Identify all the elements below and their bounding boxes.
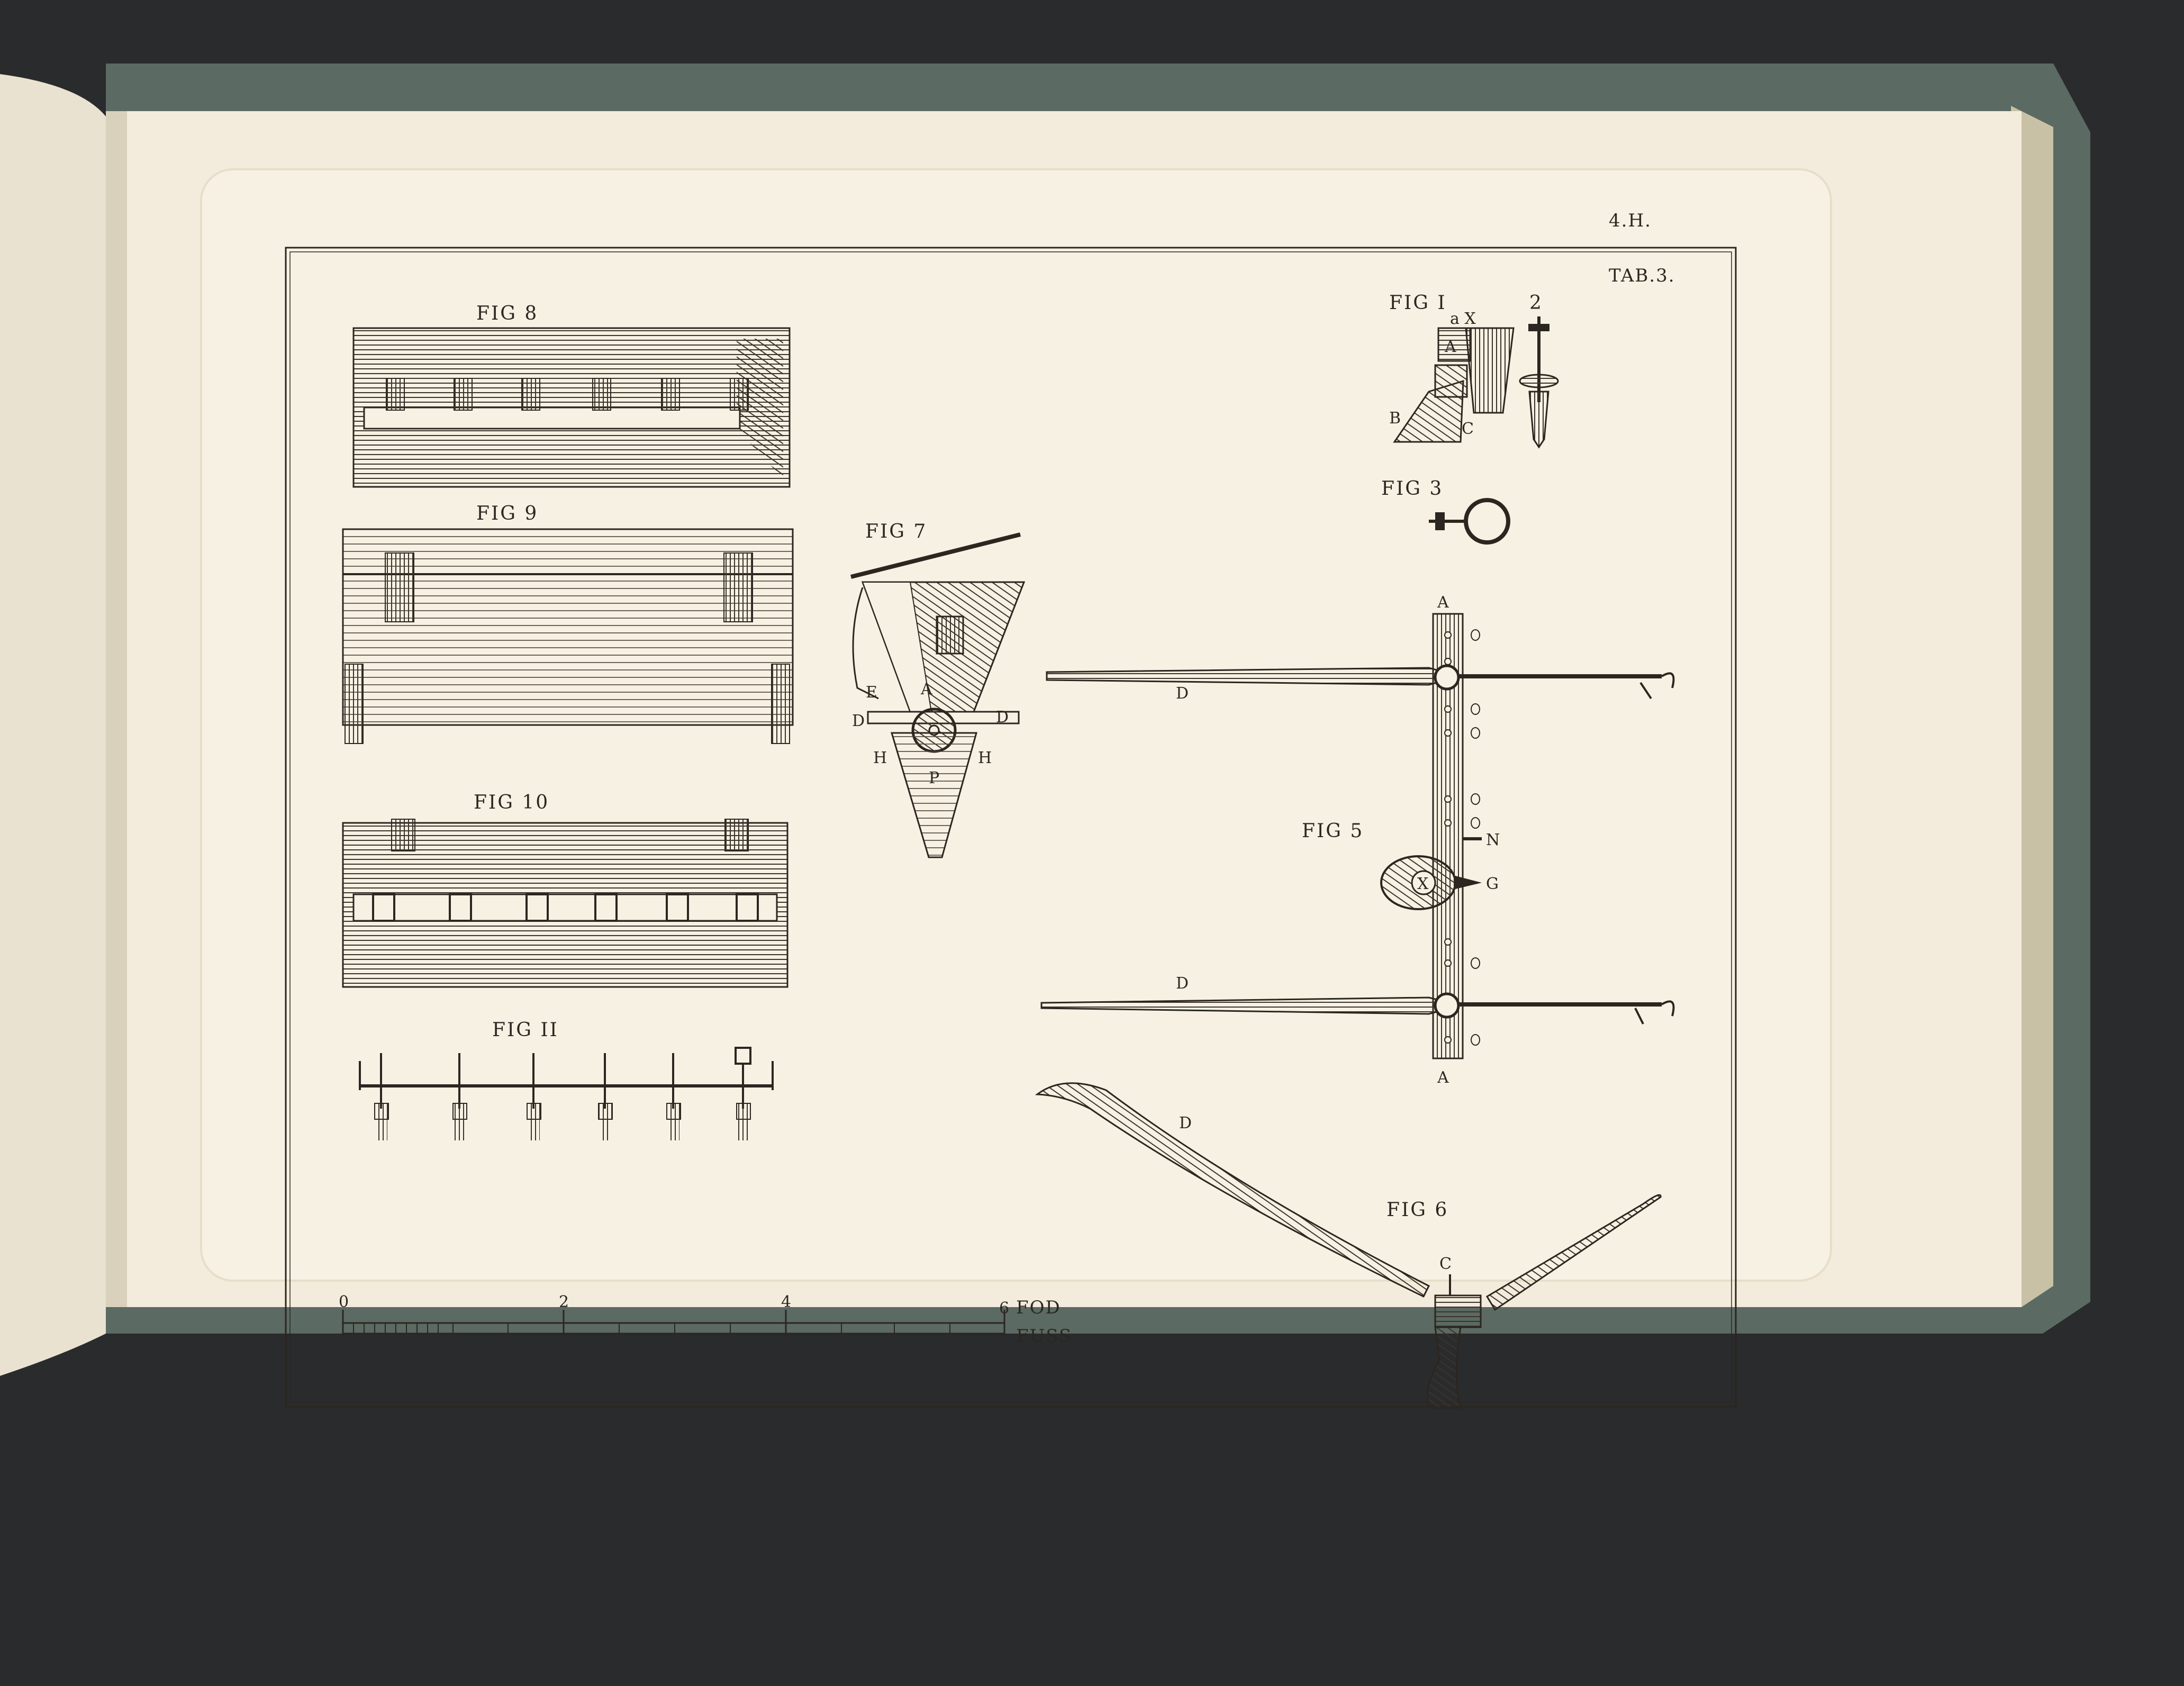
volume-mark: 4.H. xyxy=(1609,210,1652,231)
fig8-block xyxy=(593,378,611,410)
fig5-letter: D xyxy=(1176,684,1189,703)
fig7-letter: H xyxy=(978,749,992,767)
fig5-pivot-bottom xyxy=(1435,994,1458,1017)
figure-9 xyxy=(343,503,793,744)
fig2-collar xyxy=(1528,324,1549,331)
fig7-letter: A xyxy=(921,680,932,699)
fig10-hinge xyxy=(392,819,415,851)
fig10-cell xyxy=(737,894,758,921)
fig3-ring xyxy=(1466,500,1508,542)
scale-unit-danish: FOD xyxy=(1016,1297,1061,1318)
fig8-block xyxy=(661,378,679,410)
fig9-leg xyxy=(345,664,363,744)
fig9-hinge xyxy=(724,553,753,622)
fig7-label: FIG 7 xyxy=(865,521,928,542)
fig5-letter: N xyxy=(1486,831,1500,849)
fig9-label: FIG 9 xyxy=(476,503,539,524)
fig3-label: FIG 3 xyxy=(1381,478,1444,500)
fig9-leg xyxy=(772,664,790,744)
scale-tick-label: 0 xyxy=(339,1293,349,1311)
fig3-knob xyxy=(1435,512,1445,530)
fig6-label: FIG 6 xyxy=(1386,1199,1449,1221)
fig10-label: FIG 10 xyxy=(474,792,550,813)
fig10-cell xyxy=(373,894,394,921)
fig6-letter: C xyxy=(1439,1255,1452,1273)
fig8-label: FIG 8 xyxy=(476,303,539,324)
fig5-letter: X xyxy=(1417,875,1429,893)
fig10-cell xyxy=(527,894,548,921)
fig7-letter: D xyxy=(852,712,865,730)
fig10-hinge xyxy=(725,819,748,851)
gutter-shadow xyxy=(106,111,127,1307)
scale-tick-label: 6 xyxy=(999,1299,1010,1318)
fig10-cell xyxy=(450,894,471,921)
fig5-letter: A xyxy=(1437,593,1449,612)
fig8-block xyxy=(522,378,540,410)
fig7-letter: E xyxy=(866,683,877,702)
fig7-letter: P xyxy=(929,769,940,787)
fig8-block xyxy=(454,378,472,410)
figure-8 xyxy=(354,303,790,487)
scale-tick-label: 4 xyxy=(781,1293,792,1311)
fig1-gear xyxy=(1435,365,1467,397)
fig11-label: FIG II xyxy=(492,1019,559,1041)
fig1-letter: C xyxy=(1462,420,1474,438)
fig5-letter: G xyxy=(1486,875,1499,893)
fig10-cell xyxy=(667,894,688,921)
book xyxy=(0,64,2090,1376)
fig6-block xyxy=(1435,1295,1481,1327)
fig9-hinge xyxy=(385,553,414,622)
left-page xyxy=(0,74,106,1376)
scale-unit-german: FUSS xyxy=(1016,1326,1073,1347)
fig10-rail xyxy=(354,894,777,921)
fig1-letter: A xyxy=(1445,338,1456,356)
fig7-letter: H xyxy=(873,749,887,767)
table-label: TAB.3. xyxy=(1609,265,1675,286)
fig6-share xyxy=(1428,1327,1461,1408)
fig7-letter: D xyxy=(996,708,1009,727)
fig8-block xyxy=(730,378,748,410)
fig8-rail xyxy=(364,407,740,429)
fig1-letter-ax: a X xyxy=(1450,310,1476,328)
fig6-letter: D xyxy=(1179,1114,1192,1132)
fig5-letter: D xyxy=(1176,974,1189,993)
fig5-label: FIG 5 xyxy=(1302,820,1364,842)
fig8-block xyxy=(386,378,404,410)
fig7-roller xyxy=(937,617,963,654)
fig10-cell xyxy=(595,894,617,921)
fig2-disc xyxy=(1520,375,1558,387)
fig5-pivot-top xyxy=(1435,666,1458,689)
fig5-letter: A xyxy=(1437,1068,1449,1087)
scale-tick-label: 2 xyxy=(559,1293,569,1311)
fig1-label: FIG I xyxy=(1389,292,1447,314)
fig1-letter: B xyxy=(1389,409,1401,428)
fig2-label: 2 xyxy=(1529,292,1543,314)
